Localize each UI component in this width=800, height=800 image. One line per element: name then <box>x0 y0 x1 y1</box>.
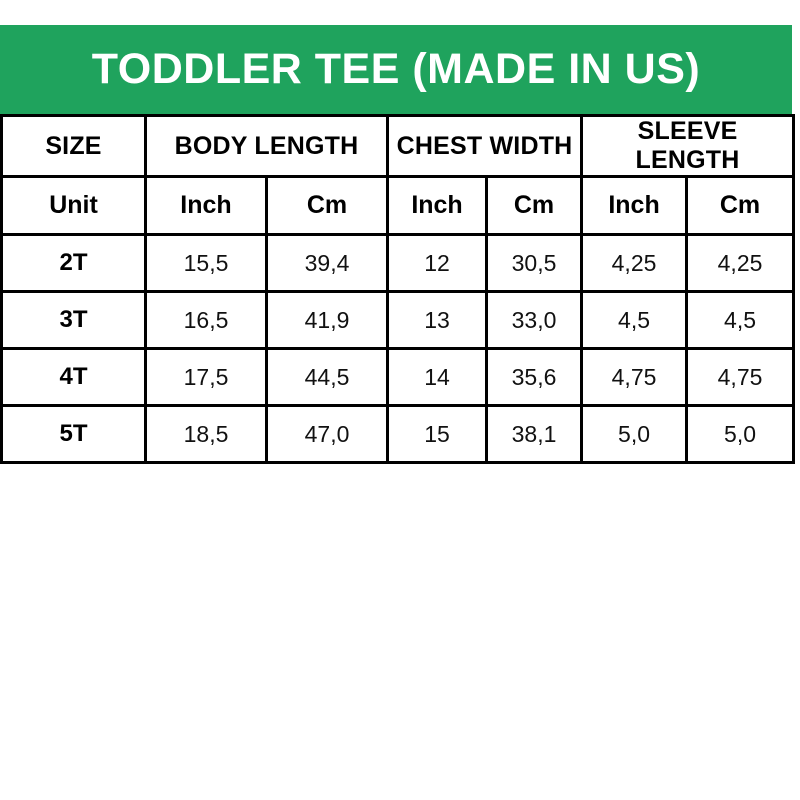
value-cell: 44,5 <box>267 349 388 406</box>
value-cell: 4,25 <box>582 235 687 292</box>
value-cell: 47,0 <box>267 406 388 463</box>
group-header-row <box>2 116 794 177</box>
value-cell: 17,5 <box>146 349 267 406</box>
value-cell: 4,5 <box>582 292 687 349</box>
col-header-chest-width: CHEST WIDTH <box>388 116 582 177</box>
value-cell: 16,5 <box>146 292 267 349</box>
unit-cell-chest-inch: Inch <box>388 177 487 235</box>
value-cell: 38,1 <box>487 406 582 463</box>
value-cell: 39,4 <box>267 235 388 292</box>
unit-cell-chest-cm: Cm <box>487 177 582 235</box>
value-cell: 4,5 <box>687 292 794 349</box>
value-cell: 30,5 <box>487 235 582 292</box>
value-cell: 4,75 <box>687 349 794 406</box>
value-cell: 15,5 <box>146 235 267 292</box>
value-cell: 18,5 <box>146 406 267 463</box>
value-cell: 33,0 <box>487 292 582 349</box>
size-cell: 2T <box>2 235 146 292</box>
value-cell: 4,25 <box>687 235 794 292</box>
unit-cell-sleeve-cm: Cm <box>687 177 794 235</box>
size-cell: 5T <box>2 406 146 463</box>
unit-cell-sleeve-inch: Inch <box>582 177 687 235</box>
unit-cell-body-inch: Inch <box>146 177 267 235</box>
value-cell: 14 <box>388 349 487 406</box>
col-header-body-length: BODY LENGTH <box>146 116 388 177</box>
col-header-size: SIZE <box>2 116 146 177</box>
value-cell: 13 <box>388 292 487 349</box>
value-cell: 5,0 <box>687 406 794 463</box>
unit-label-cell: Unit <box>2 177 146 235</box>
page-title: TODDLER TEE (MADE IN US) <box>91 45 701 93</box>
col-header-sleeve-length: SLEEVE LENGTH <box>582 116 794 177</box>
value-cell: 15 <box>388 406 487 463</box>
size-cell: 4T <box>2 349 146 406</box>
table-row-2t <box>2 235 794 292</box>
unit-cell-body-cm: Cm <box>267 177 388 235</box>
table-row-4t <box>2 349 794 406</box>
value-cell: 5,0 <box>582 406 687 463</box>
size-cell: 3T <box>2 292 146 349</box>
table-row-5t <box>2 406 794 463</box>
value-cell: 4,75 <box>582 349 687 406</box>
value-cell: 41,9 <box>267 292 388 349</box>
value-cell: 35,6 <box>487 349 582 406</box>
size-chart-table <box>0 114 795 464</box>
unit-header-row <box>2 177 794 235</box>
value-cell: 12 <box>388 235 487 292</box>
table-row-3t <box>2 292 794 349</box>
title-banner <box>0 25 792 114</box>
